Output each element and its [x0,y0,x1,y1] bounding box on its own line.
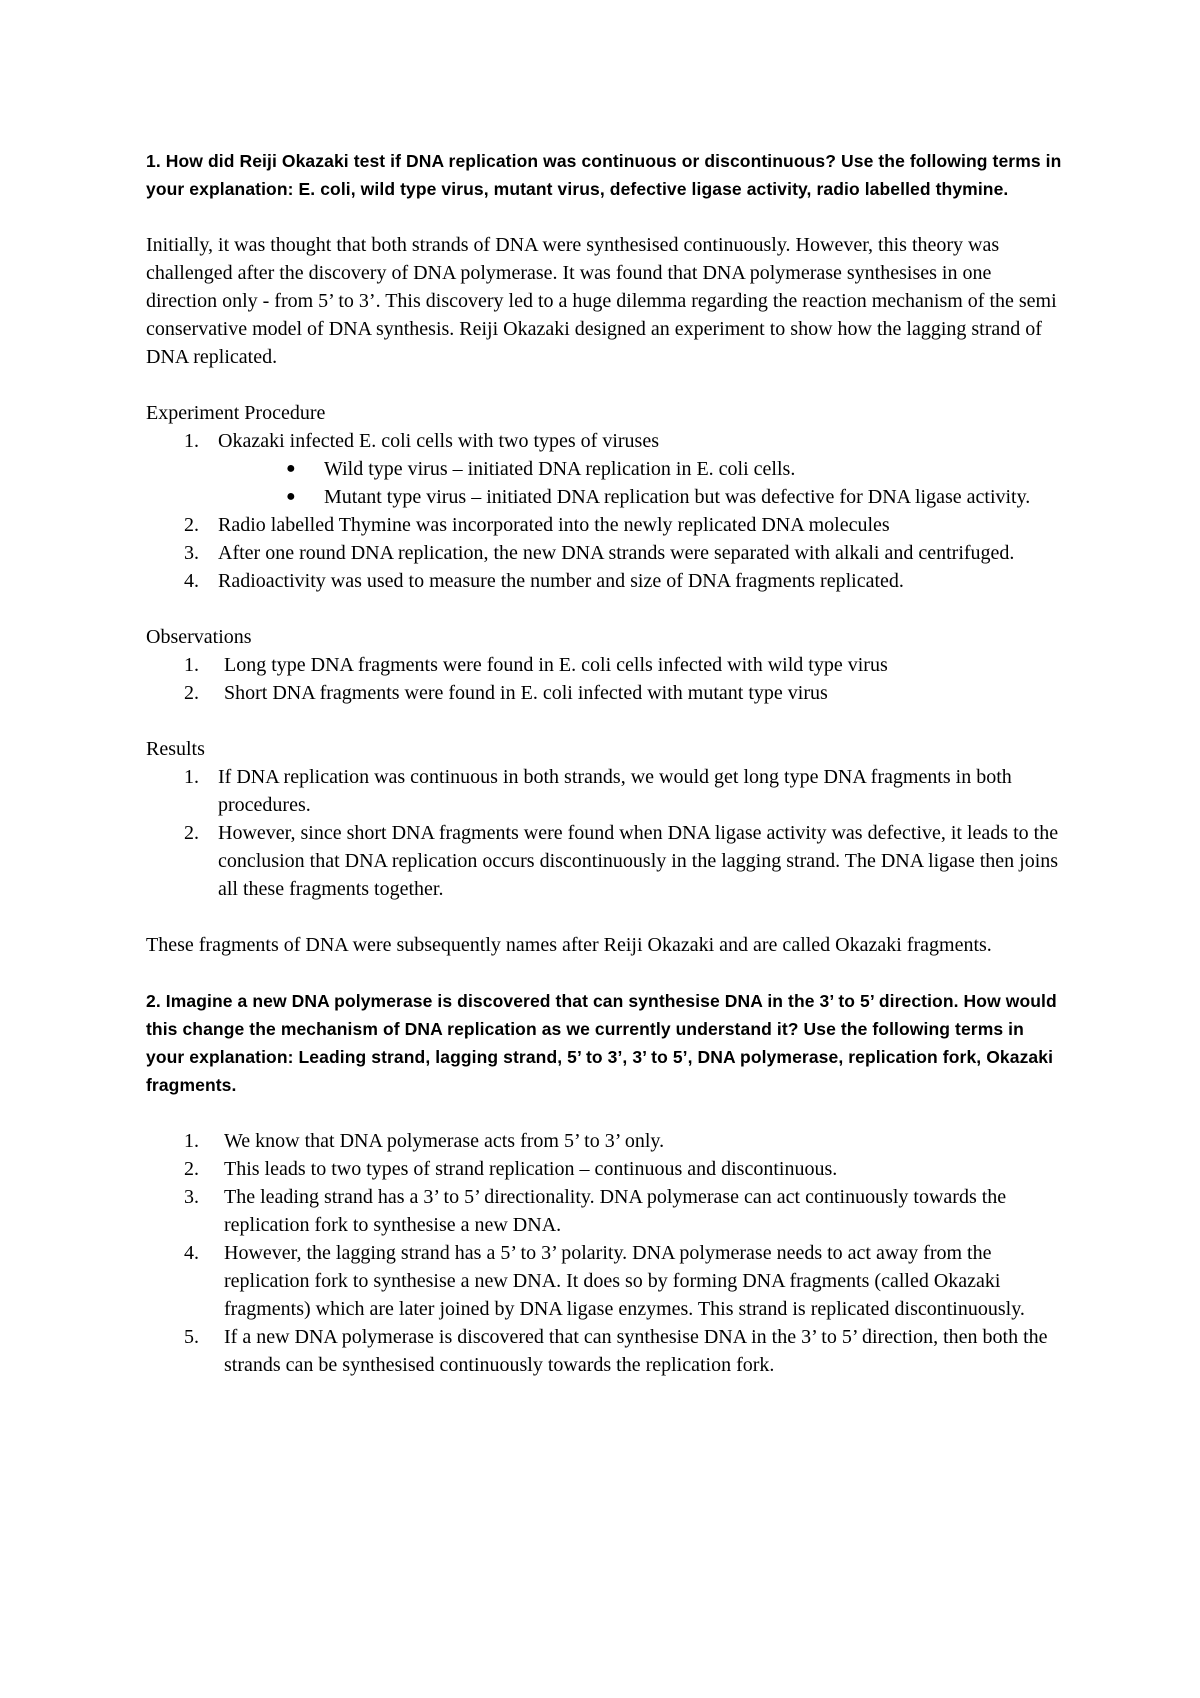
list-number: 3. [184,1186,199,1208]
intro-paragraph: Initially, it was thought that both strands of DNA were synthesised continuously. However, this theory was challenged after the discovery of DNA polymerase. It was found that DNA polymerase synthesises in one direction only - from 5’ to 3’. This discovery led to a huge dilemma regarding the reaction mechanism of the semi conservative model of DNA synthesis. Reiji Okazaki designed an experiment to show how the lagging strand of DNA replicated. [146,234,1057,368]
question-1-heading: 1. How did Reiji Okazaki test if DNA replication was continuous or discontinuous? Use the following terms in your explanation: E. coli, wild type virus, mutant virus, defective ligase activity, radio labelled thymine. [146,151,1062,199]
list-item-text: Long type DNA fragments were found in E. coli cells infected with wild type virus [224,654,888,676]
list-item-text: Short DNA fragments were found in E. coli infected with mutant type virus [224,682,828,704]
list-item-text: If DNA replication was continuous in both strands, we would get long type DNA fragments in both procedures. [218,766,1012,816]
list-item-text: Okazaki infected E. coli cells with two types of viruses [218,430,659,452]
list-number: 2. [184,682,199,704]
list-item-text: The leading strand has a 3’ to 5’ directionality. DNA polymerase can act continuously towards the replication fork to synthesise a new DNA. [224,1186,1007,1236]
list-item [146,1183,1066,1239]
list-item [146,763,1066,819]
list-number: 2. [184,514,199,536]
list-item [146,483,1066,511]
list-item [146,819,1066,903]
document-content [146,147,1066,1379]
list-item [146,1239,1066,1323]
list-item [146,1127,1066,1155]
list-item [146,539,1066,567]
list-number: 1. [184,766,199,788]
list-item-text: This leads to two types of strand replication – continuous and discontinuous. [224,1158,838,1180]
list-item-text: However, the lagging strand has a 5’ to 3’ polarity. DNA polymerase needs to act away from the replication fork to synthesise a new DNA. It does so by forming DNA fragments (called Okazaki fragments) which are later joined by DNA ligase enzymes. This strand is replicated discontinuously. [224,1242,1025,1320]
bullet-icon: ● [286,460,296,477]
list-number: 2. [184,1158,199,1180]
list-number: 4. [184,570,199,592]
list-number: 4. [184,1242,199,1264]
bullet-item-text: Mutant type virus – initiated DNA replication but was defective for DNA ligase activity. [324,486,1031,508]
procedure-list [146,427,1066,595]
bullet-item-text: Wild type virus – initiated DNA replication in E. coli cells. [324,458,796,480]
list-number: 1. [184,1130,199,1152]
list-item [146,511,1066,539]
list-number: 3. [184,542,199,564]
results-title: Results [146,738,205,760]
list-item-text: If a new DNA polymerase is discovered that can synthesise DNA in the 3’ to 5’ direction, then both the strands can be synthesised continuously towards the replication fork. [224,1326,1048,1376]
results-list [146,763,1066,903]
list-item [146,455,1066,483]
list-item-text: Radioactivity was used to measure the number and size of DNA fragments replicated. [218,570,904,592]
list-item-text: However, since short DNA fragments were found when DNA ligase activity was defective, it leads to the conclusion that DNA replication occurs discontinuously in the lagging strand. The DNA ligase then joins all these fragments together. [218,822,1059,900]
list-number: 2. [184,822,199,844]
list-number: 5. [184,1326,199,1348]
observations-title: Observations [146,626,252,648]
procedure-title: Experiment Procedure [146,402,326,424]
list-item [146,679,1066,707]
question-2-heading: 2. Imagine a new DNA polymerase is discovered that can synthesise DNA in the 3’ to 5’ direction. How would this change the mechanism of DNA replication as we currently understand it? Use the following terms in your explanation: Leading strand, lagging strand, 5’ to 3’, 3’ to 5’, DNA polymerase, replication fork, Okazaki fragments. [146,991,1057,1095]
list-item-text: We know that DNA polymerase acts from 5’ to 3’ only. [224,1130,665,1152]
answer-2-list [146,1127,1066,1379]
list-number: 1. [184,430,199,452]
list-item [146,567,1066,595]
list-item [146,1323,1066,1379]
list-item [146,427,1066,455]
list-item-text: Radio labelled Thymine was incorporated into the newly replicated DNA molecules [218,514,890,536]
list-item [146,651,1066,679]
conclusion-paragraph: These fragments of DNA were subsequently names after Reiji Okazaki and are called Okazaki fragments. [146,934,992,956]
list-number: 1. [184,654,199,676]
list-item [146,1155,1066,1183]
bullet-icon: ● [286,488,296,505]
observations-list [146,651,1066,707]
list-item-text: After one round DNA replication, the new DNA strands were separated with alkali and centrifuged. [218,542,1015,564]
